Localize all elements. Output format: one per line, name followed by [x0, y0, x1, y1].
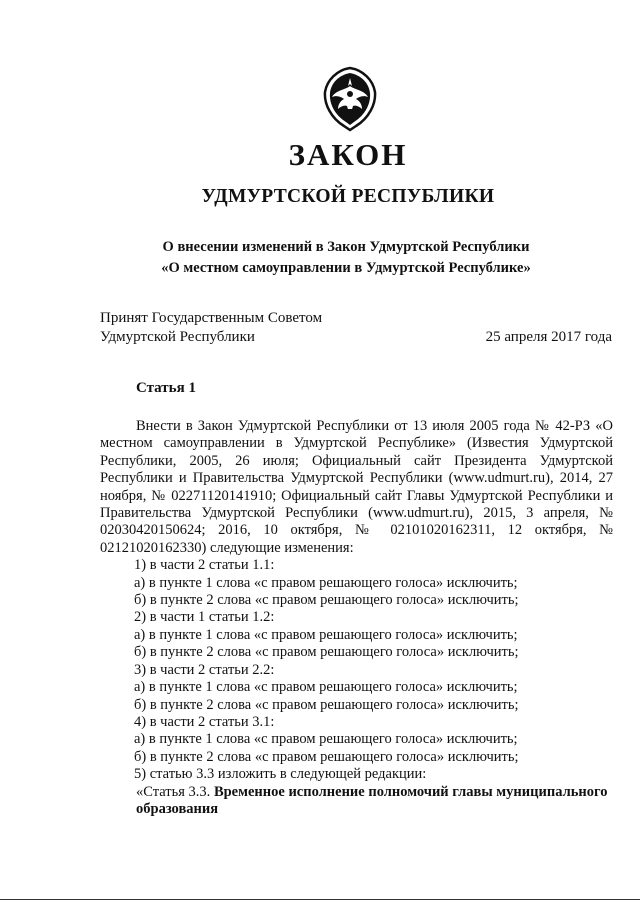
list-item: б) в пункте 2 слова «с правом решающего голоса» исключить; [134, 696, 519, 713]
quoted-article-title: Временное исполнение полномочий главы муниципального образования [136, 783, 608, 817]
list-item: а) в пункте 1 слова «с правом решающего голоса» исключить; [134, 679, 518, 696]
list-item: б) в пункте 2 слова «с правом решающего голоса» исключить; [134, 644, 519, 661]
list-item: а) в пункте 1 слова «с правом решающего голоса» исключить; [134, 574, 518, 591]
adopted-by-line-2: Удмуртской Республики [100, 329, 255, 345]
law-heading [26, 237, 640, 279]
list-item: а) в пункте 1 слова «с правом решающего голоса» исключить; [134, 626, 518, 643]
adoption-info [100, 309, 322, 347]
quoted-article-heading [100, 784, 613, 819]
list-item: 2) в части 1 статьи 1.2: [134, 609, 275, 626]
adopted-by-line-1: Принят Государственным Советом [100, 310, 323, 326]
document-title: ЗАКОН [288, 137, 408, 172]
intro-paragraph: Внести в Закон Удмуртской Республики от 13 июля 2005 года № 42-РЗ «О местном самоуправлении в Удмуртской Республике» (Известия Удмуртской Республики, 2005, 26 июля; Официальный сайт Президента Удмуртской Республики и Правительства Удмуртской Республики (www.udmurt.ru), 2014, 27 ноября, № 02271120141910; Официальный сайт Главы Удмуртской Республики и Правительства Удмуртской Республики (www.udmurt.ru), 2015, 3 апреля, № 02030420150624; 2016, 10 октября, № 02101020162311, 12 октября, № 02121020162330) следующие изменения: [100, 418, 613, 556]
list-item: 5) статью 3.3 изложить в следующей редакции: [134, 766, 427, 783]
heading-line-1: О внесении изменений в Закон Удмуртской Республики [162, 239, 530, 255]
list-item: 3) в части 2 статьи 2.2: [134, 661, 275, 678]
bottom-divider [0, 899, 640, 900]
list-item: б) в пункте 2 слова «с правом решающего голоса» исключить; [134, 592, 519, 609]
document-subtitle: УДМУРТСКОЙ РЕСПУБЛИКИ [201, 186, 495, 207]
heading-line-2: «О местном самоуправлении в Удмуртской Республике» [161, 260, 531, 276]
list-item: а) в пункте 1 слова «с правом решающего голоса» исключить; [134, 731, 518, 748]
article-title: Статья 1 [136, 380, 196, 396]
list-item: 1) в части 2 статьи 1.1: [134, 557, 275, 574]
adoption-date: 25 апреля 2017 года [485, 329, 612, 345]
article-body [100, 418, 613, 818]
list-item: 4) в части 2 статьи 3.1: [134, 713, 275, 730]
list-item: б) в пункте 2 слова «с правом решающего голоса» исключить; [134, 748, 519, 765]
quoted-article-number: «Статья 3.3. [136, 783, 211, 800]
coat-of-arms-emblem [319, 64, 381, 132]
